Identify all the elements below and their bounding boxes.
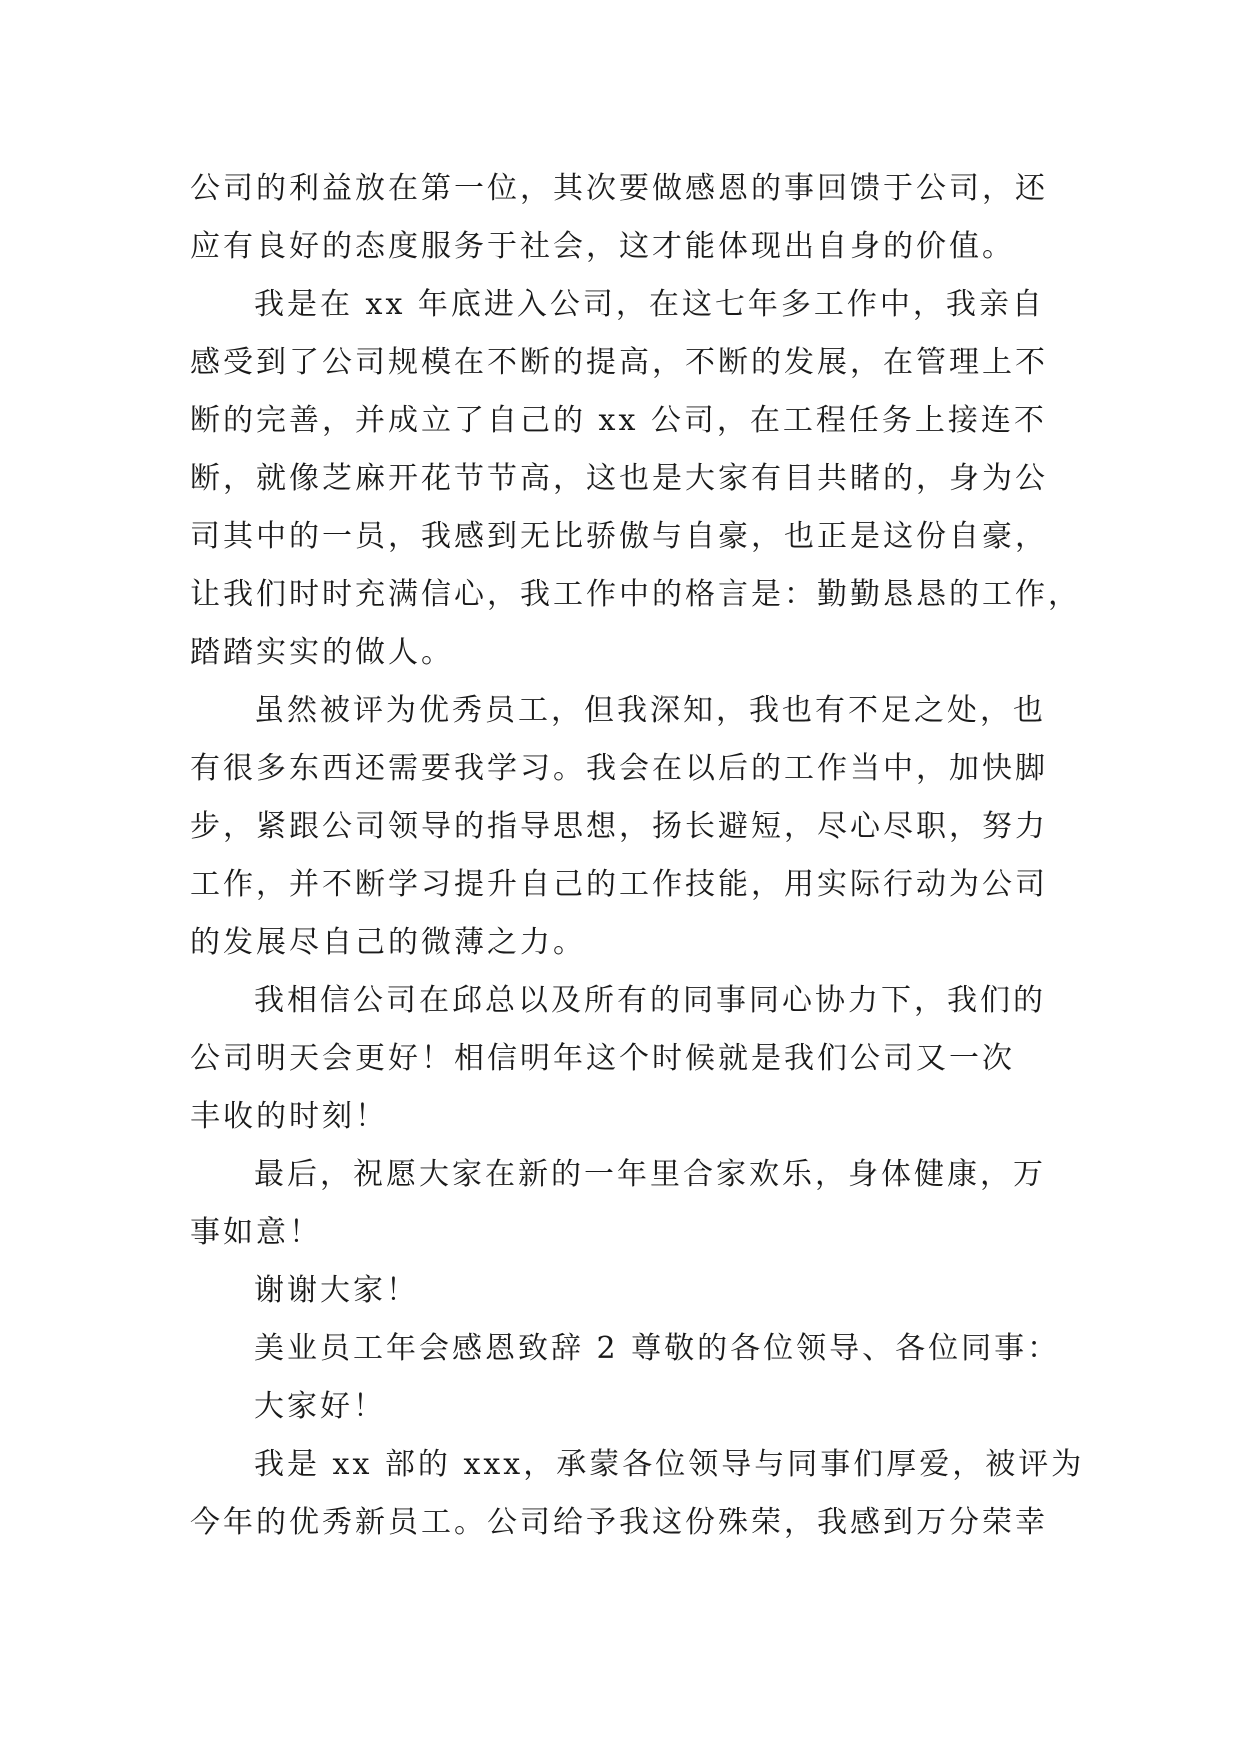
text-line: 最后，祝愿大家在新的一年里合家欢乐，身体健康，万 [254, 1157, 1046, 1192]
text-line: 事如意！ [190, 1215, 322, 1250]
text-line: 我相信公司在邱总以及所有的同事同心协力下，我们的 [254, 983, 1046, 1018]
text-line: 我是在 xx 年底进入公司，在这七年多工作中，我亲自 [254, 287, 1045, 322]
text-line: 工作，并不断学习提升自己的工作技能，用实际行动为公司 [190, 867, 1048, 902]
text-line: 司其中的一员，我感到无比骄傲与自豪，也正是这份自豪， [190, 519, 1048, 554]
text-line: 应有良好的态度服务于社会，这才能体现出自身的价值。 [190, 229, 1015, 264]
text-line: 有很多东西还需要我学习。我会在以后的工作当中，加快脚 [190, 751, 1048, 786]
text-line: 断，就像芝麻开花节节高，这也是大家有目共睹的，身为公 [190, 461, 1048, 496]
text-line: 踏踏实实的做人。 [190, 635, 454, 670]
text-line: 的发展尽自己的微薄之力。 [190, 925, 586, 960]
text-line: 我是 xx 部的 xxx，承蒙各位领导与同事们厚爱，被评为 [254, 1447, 1085, 1482]
text-line: 步，紧跟公司领导的指导思想，扬长避短，尽心尽职，努力 [190, 809, 1048, 844]
text-line: 大家好！ [254, 1389, 386, 1424]
text-line: 感受到了公司规模在不断的提高，不断的发展，在管理上不 [190, 345, 1048, 380]
text-line: 美业员工年会感恩致辞 2 尊敬的各位领导、各位同事： [254, 1331, 1061, 1366]
text-line: 虽然被评为优秀员工，但我深知，我也有不足之处，也 [254, 693, 1046, 728]
text-line: 今年的优秀新员工。公司给予我这份殊荣，我感到万分荣幸 [190, 1505, 1048, 1540]
text-line: 丰收的时刻！ [190, 1099, 388, 1134]
text-line: 谢谢大家！ [254, 1273, 419, 1308]
text-line: 断的完善，并成立了自己的 xx 公司，在工程任务上接连不 [190, 403, 1047, 438]
text-line: 公司明天会更好！相信明年这个时候就是我们公司又一次 [190, 1041, 1015, 1076]
document-body [190, 160, 1085, 1552]
text-line: 让我们时时充满信心，我工作中的格言是：勤勤恳恳的工作， [190, 577, 1081, 612]
text-line: 公司的利益放在第一位，其次要做感恩的事回馈于公司，还 [190, 171, 1048, 206]
